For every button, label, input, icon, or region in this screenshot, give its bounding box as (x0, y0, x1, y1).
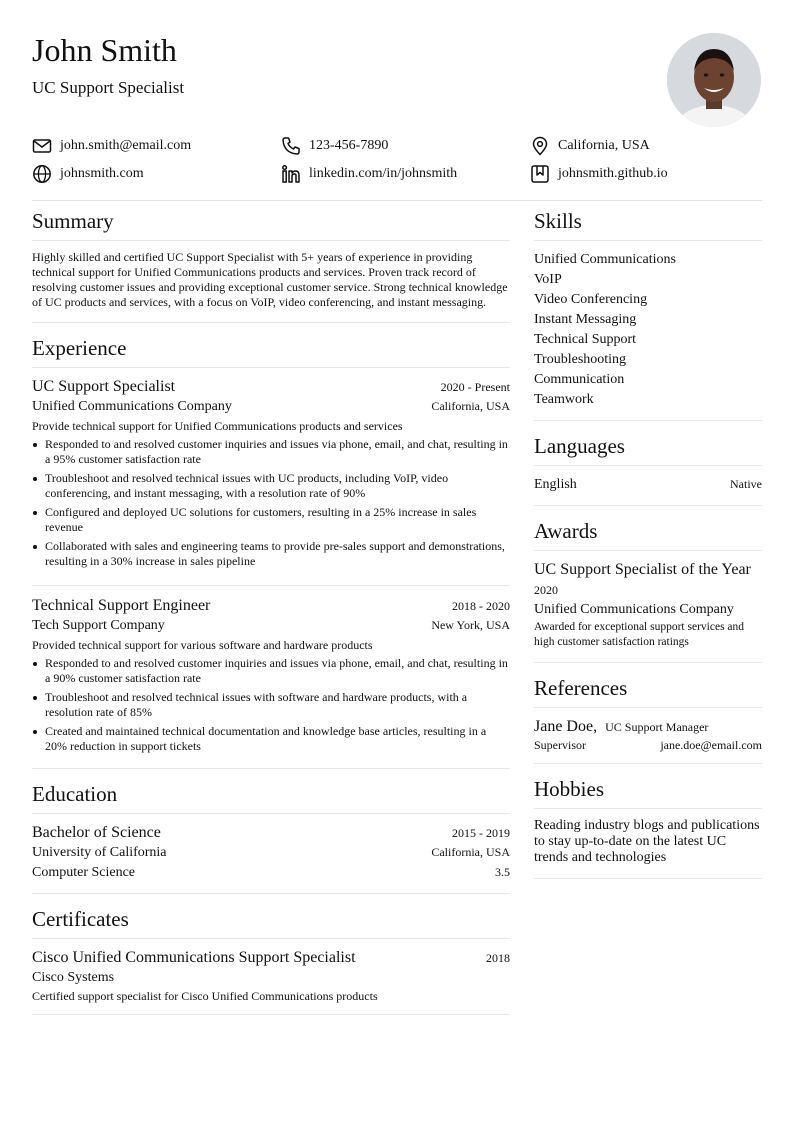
education-dates: 2015 - 2019 (452, 826, 510, 840)
contact-github[interactable] (530, 162, 668, 186)
github-text: johnsmith.github.io (558, 166, 668, 181)
languages-heading: Languages (534, 433, 762, 466)
hobbies-text: Reading industry blogs and publications to stay up-to-date on the latest UC trends and technologies (534, 818, 760, 865)
reference-name: Jane Doe, (534, 718, 598, 735)
references-heading: References (534, 675, 762, 708)
hobbies-heading: Hobbies (534, 776, 762, 809)
education-section (32, 781, 510, 894)
language-name: English (534, 477, 577, 492)
degree: Bachelor of Science (32, 824, 161, 841)
location-pin-icon (530, 136, 550, 156)
certificate-issuer: Cisco Systems (32, 970, 115, 985)
job-location: New York, USA (431, 618, 510, 632)
contact-phone[interactable] (281, 134, 388, 158)
job-bullet: Troubleshoot and resolved technical issues with UC products, including VoIP, video conferencing, and instant messaging, with a resolution rate of 90% (45, 471, 510, 501)
certificate-description: Certified support specialist for Cisco Unified Communications products (32, 989, 378, 1003)
award-title: UC Support Specialist of the Year (534, 561, 751, 578)
linkedin-icon (281, 164, 301, 184)
skills-section (534, 208, 762, 421)
certificate-name: Cisco Unified Communications Support Specialist (32, 949, 356, 966)
profile-photo-illustration (667, 33, 761, 127)
job-company: Unified Communications Company (32, 399, 232, 414)
right-column (534, 208, 762, 891)
skill-item: Instant Messaging (534, 312, 637, 327)
job-bullets (32, 656, 510, 754)
award-org: Unified Communications Company (534, 602, 734, 617)
job-dates: 2018 - 2020 (452, 599, 510, 613)
education-heading: Education (32, 781, 510, 814)
references-section (534, 675, 762, 764)
experience-section (32, 335, 510, 769)
job-bullet: Created and maintained technical documentation and knowledge base articles, resulting in a 20% reduction in support tickets (45, 724, 510, 754)
job-entry (32, 377, 510, 583)
job-role: UC Support Specialist (32, 378, 176, 395)
resume-header (32, 28, 762, 138)
job-role: Technical Support Engineer (32, 597, 211, 614)
job-bullet: Troubleshoot and resolved technical issues with software and hardware products, with a resolution rate of 85% (45, 690, 510, 720)
location-text: California, USA (558, 138, 650, 153)
job-description: Provided technical support for various software and hardware products (32, 638, 373, 652)
job-company: Tech Support Company (32, 618, 165, 633)
contact-info (32, 134, 762, 190)
job-entry (32, 596, 510, 768)
job-bullet: Responded to and resolved customer inquiries and issues via phone, email, and chat, resulting in a 95% customer satisfaction rate (45, 437, 510, 467)
phone-text: 123-456-7890 (309, 138, 389, 153)
skill-item: Communication (534, 372, 625, 387)
job-location: California, USA (431, 399, 510, 413)
school: University of California (32, 845, 167, 860)
skill-item: VoIP (534, 272, 562, 287)
certificate-year: 2018 (486, 951, 510, 965)
reference-relation: Supervisor (534, 738, 586, 752)
skill-item: Unified Communications (534, 252, 676, 267)
school-location: California, USA (431, 845, 510, 859)
contact-website[interactable] (32, 162, 144, 186)
job-divider (32, 585, 510, 586)
profile-photo (667, 33, 761, 127)
job-bullet: Responded to and resolved customer inquiries and issues via phone, email, and chat, resulting in a 90% customer satisfaction rate (45, 656, 510, 686)
award-description: Awarded for exceptional support services and high customer satisfaction ratings (534, 621, 745, 648)
header-divider (32, 200, 762, 201)
skill-item: Troubleshooting (534, 352, 627, 367)
job-dates: 2020 - Present (440, 380, 510, 394)
reference-email[interactable]: jane.doe@email.com (660, 738, 762, 752)
skills-heading: Skills (534, 208, 762, 241)
language-level: Native (730, 477, 762, 491)
certificates-section (32, 906, 510, 1015)
candidate-name: John Smith (32, 32, 177, 68)
awards-heading: Awards (534, 518, 762, 551)
field-of-study: Computer Science (32, 865, 136, 880)
mail-icon (32, 136, 52, 156)
job-bullet: Configured and deployed UC solutions for customers, resulting in a 25% increase in sales revenue (45, 505, 510, 535)
summary-heading: Summary (32, 208, 510, 241)
phone-icon (281, 136, 301, 156)
contact-linkedin[interactable] (281, 162, 457, 186)
left-column (32, 208, 510, 1027)
globe-icon (32, 164, 52, 184)
skill-item: Teamwork (534, 392, 594, 407)
summary-text: Highly skilled and certified UC Support Specialist with 5+ years of experience in providing technical support for Unified Communications products and services. Proven track record of resolving customer issues and providing exceptional customer service. Strong technical knowledge of UC products and services, with a focus on VoIP, video conferencing, and instant messaging. (32, 250, 508, 309)
email-text: john.smith@email.com (60, 138, 192, 153)
job-bullets (32, 437, 510, 569)
summary-section (32, 208, 510, 323)
languages-section (534, 433, 762, 506)
certificates-heading: Certificates (32, 906, 510, 939)
awards-section (534, 518, 762, 663)
award-year: 2020 (534, 583, 558, 597)
candidate-title: UC Support Specialist (32, 78, 185, 97)
linkedin-text: linkedin.com/in/johnsmith (309, 166, 458, 181)
job-bullet: Collaborated with sales and engineering teams to provide pre-sales support and demonstrations, resulting in a 30% increase in sales pipeline (45, 539, 510, 569)
experience-heading: Experience (32, 335, 510, 368)
job-description: Provide technical support for Unified Communications products and services (32, 419, 403, 433)
reference-position: UC Support Manager (605, 720, 709, 734)
website-text: johnsmith.com (60, 166, 144, 181)
contact-email[interactable] (32, 134, 191, 158)
portfolio-icon (530, 164, 550, 184)
skill-item: Technical Support (534, 332, 637, 347)
skill-item: Video Conferencing (534, 292, 648, 307)
hobbies-section (534, 776, 762, 879)
gpa: 3.5 (495, 865, 510, 879)
contact-location (530, 134, 650, 158)
